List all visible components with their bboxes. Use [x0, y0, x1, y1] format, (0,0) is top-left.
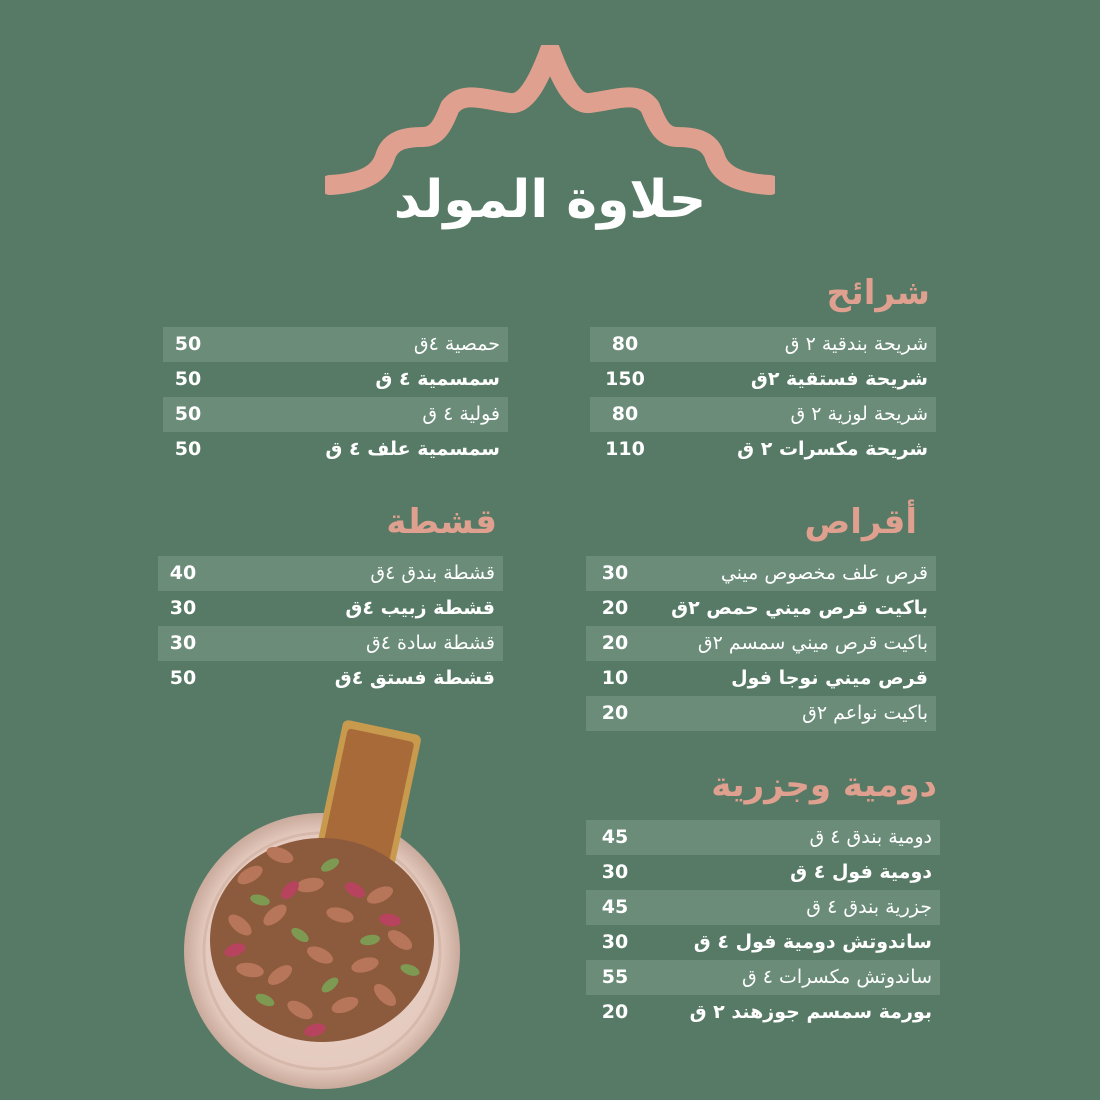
- item-price: 10: [601, 667, 629, 689]
- item-price: 30: [601, 861, 629, 883]
- item-name: قشطة فستق ٤ق: [334, 667, 495, 689]
- list-item: [586, 556, 936, 591]
- section-title-eshta: قشطة: [386, 502, 497, 542]
- list-item: [158, 661, 503, 696]
- pistachio-bowl-image: [180, 715, 465, 1095]
- list-item: [586, 661, 936, 696]
- item-price: 50: [169, 667, 197, 689]
- item-name: جزرية بندق ٤ ق: [806, 896, 932, 918]
- item-price: 110: [605, 438, 645, 460]
- item-name: باكيت نواعم ٢ق: [802, 702, 928, 724]
- list-item: [163, 432, 508, 467]
- item-name: قرص ميني نوجا فول: [731, 667, 928, 689]
- item-name: قرص علف مخصوص ميني: [720, 562, 928, 584]
- list-item: [590, 397, 936, 432]
- list-item: [590, 362, 936, 397]
- item-price: 80: [611, 403, 639, 425]
- list-item: [158, 556, 503, 591]
- list-item: [590, 327, 936, 362]
- item-price: 20: [601, 702, 629, 724]
- section-title-aqras: أقراص: [804, 502, 917, 542]
- item-price: 20: [601, 632, 629, 654]
- item-name: باكيت قرص ميني حمص ٢ق: [671, 597, 928, 619]
- item-price: 55: [601, 966, 629, 988]
- item-name: سمسمية علف ٤ ق: [325, 438, 500, 460]
- item-name: سمسمية ٤ ق: [375, 368, 500, 390]
- item-name: بورمة سمسم جوزهند ٢ ق: [689, 1001, 932, 1023]
- item-price: 50: [174, 333, 202, 355]
- item-name: شريحة لوزية ٢ ق: [790, 403, 928, 425]
- item-name: قشطة سادة ٤ق: [366, 632, 495, 654]
- item-price: 45: [601, 896, 629, 918]
- item-price: 50: [174, 368, 202, 390]
- item-name: ساندوتش دومية فول ٤ ق: [693, 931, 932, 953]
- item-name: ساندوتش مكسرات ٤ ق: [741, 966, 932, 988]
- item-name: قشطة بندق ٤ق: [370, 562, 495, 584]
- sharaeh-list: [590, 327, 936, 467]
- item-price: 150: [605, 368, 645, 390]
- item-price: 30: [601, 931, 629, 953]
- item-name: شريحة فستقية ٢ق: [750, 368, 928, 390]
- list-item: [590, 432, 936, 467]
- item-price: 30: [169, 597, 197, 619]
- list-item: [163, 327, 508, 362]
- list-item: [586, 890, 940, 925]
- aqras-list: [586, 556, 936, 731]
- list-item: [586, 591, 936, 626]
- item-name: قشطة زبيب ٤ق: [345, 597, 495, 619]
- item-price: 30: [169, 632, 197, 654]
- list-item: [586, 995, 940, 1030]
- item-price: 50: [174, 438, 202, 460]
- item-price: 20: [601, 1001, 629, 1023]
- list-item: [586, 820, 940, 855]
- item-price: 50: [174, 403, 202, 425]
- item-price: 20: [601, 597, 629, 619]
- menu-title: حلاوة المولد: [393, 170, 707, 230]
- list-item: [163, 397, 508, 432]
- section-title-domia: دومية وجزرية: [711, 765, 937, 805]
- list-item: [586, 855, 940, 890]
- item-price: 30: [601, 562, 629, 584]
- list-item: [158, 591, 503, 626]
- list-item: [586, 626, 936, 661]
- eshta-list: [158, 556, 503, 696]
- item-name: باكيت قرص ميني سمسم ٢ق: [697, 632, 928, 654]
- item-name: دومية بندق ٤ ق: [809, 826, 932, 848]
- left-top-list: [163, 327, 508, 467]
- list-item: [158, 626, 503, 661]
- item-name: شريحة بندقية ٢ ق: [784, 333, 928, 355]
- list-item: [586, 960, 940, 995]
- item-name: حمصية ٤ق: [413, 333, 500, 355]
- section-title-sharaeh: شرائح: [826, 273, 930, 313]
- item-name: دومية فول ٤ ق: [790, 861, 932, 883]
- item-name: شريحة مكسرات ٢ ق: [737, 438, 928, 460]
- list-item: [586, 696, 936, 731]
- list-item: [163, 362, 508, 397]
- item-name: فولية ٤ ق: [422, 403, 500, 425]
- list-item: [586, 925, 940, 960]
- domia-list: [586, 820, 940, 1030]
- item-price: 40: [169, 562, 197, 584]
- item-price: 45: [601, 826, 629, 848]
- item-price: 80: [611, 333, 639, 355]
